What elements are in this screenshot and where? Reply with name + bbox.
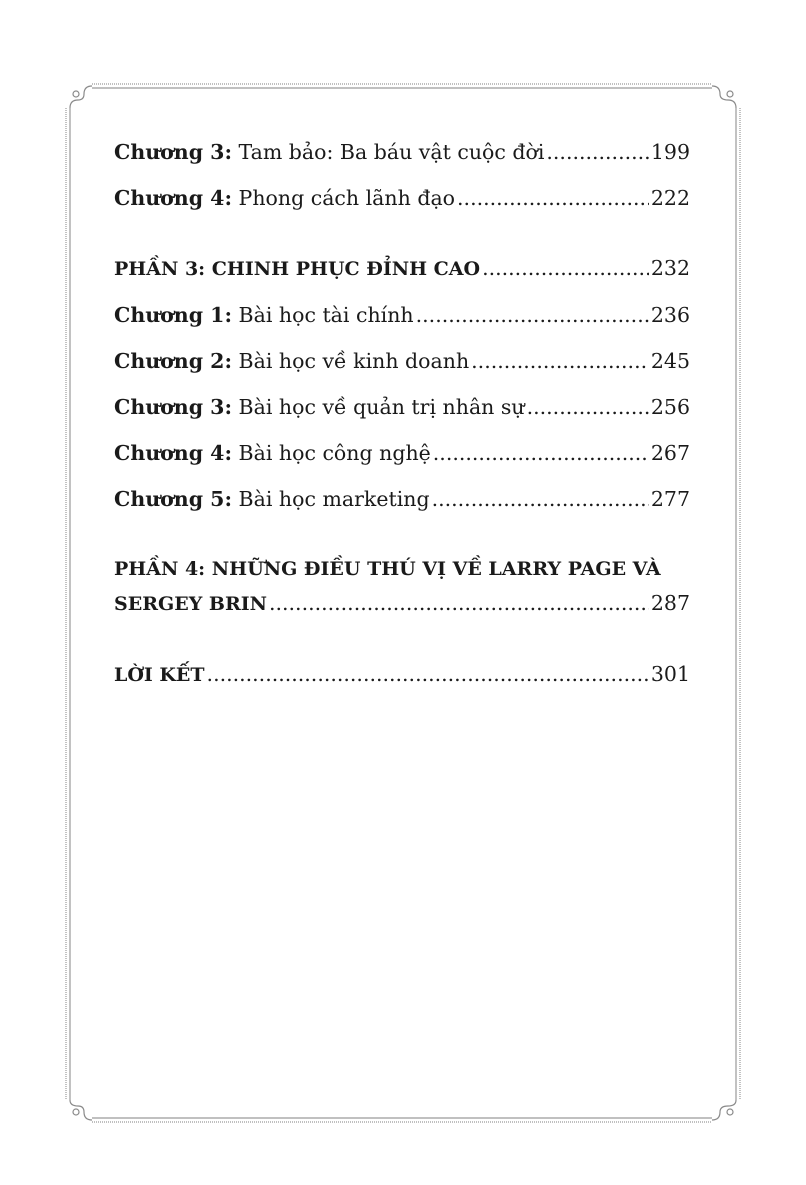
toc-entry-page-number: 232 — [650, 256, 690, 280]
toc-entry-chapter-4-cong-nghe[interactable] — [114, 439, 690, 467]
toc-entry-title: Bài học marketing — [238, 487, 430, 511]
toc-entry-page-number: 222 — [650, 186, 690, 210]
toc-entry-loi-ket[interactable] — [114, 660, 690, 689]
leader-dots — [433, 439, 649, 467]
toc-entry-page-number: 267 — [650, 441, 690, 465]
toc-entry-title: Bài học tài chính — [238, 303, 414, 327]
toc-entry-part-3[interactable] — [114, 254, 690, 283]
leader-dots — [207, 660, 649, 688]
toc-entry-page-number: 236 — [650, 303, 690, 327]
toc-entry-prefix: PHẦN 4: NHỮNG ĐIỀU THÚ VỊ VỀ LARRY PAGE VÀ — [114, 558, 661, 580]
leader-dots — [457, 184, 649, 212]
leader-dots — [269, 589, 649, 617]
toc-entry-title: Phong cách lãnh đạo — [238, 186, 456, 210]
toc-entry-prefix: PHẦN 3: CHINH PHỤC ĐỈNH CAO — [114, 258, 481, 280]
toc-entry-page-number: 199 — [650, 140, 690, 164]
leader-dots — [471, 347, 649, 375]
toc-entry-prefix: Chương 4: — [114, 441, 233, 465]
toc-entry-title: Bài học về kinh doanh — [238, 349, 470, 373]
toc-entry-prefix: SERGEY BRIN — [114, 593, 267, 615]
toc-entry-prefix: Chương 3: — [114, 140, 233, 164]
toc-entry-chapter-2-kinh-doanh[interactable] — [114, 347, 690, 375]
toc-entry-title: Bài học về quản trị nhân sự — [238, 395, 525, 419]
toc-entry-title: Tam bảo: Ba báu vật cuộc đời — [238, 140, 545, 164]
toc-entry-prefix: Chương 4: — [114, 186, 233, 210]
toc-entry-chapter-5-marketing[interactable] — [114, 485, 690, 513]
leader-dots — [416, 301, 649, 329]
toc-entry-page-number: 301 — [650, 662, 690, 686]
toc-entry-page-number: 287 — [650, 591, 690, 615]
toc-entry-prefix: Chương 2: — [114, 349, 233, 373]
leader-dots — [527, 393, 649, 421]
toc-entry-page-number: 256 — [650, 395, 690, 419]
toc-entry-prefix: LỜI KẾT — [114, 664, 205, 686]
toc-entry-page-number: 245 — [650, 349, 690, 373]
toc-entry-prefix: Chương 5: — [114, 487, 233, 511]
toc-entry-part-4-line-1[interactable] — [114, 555, 690, 583]
leader-dots — [482, 254, 649, 282]
leader-dots — [546, 138, 648, 166]
toc-entry-page-number: 277 — [650, 487, 690, 511]
toc-entry-prefix: Chương 3: — [114, 395, 233, 419]
leader-dots — [432, 485, 649, 513]
toc-entry-chapter-3-tam-bao[interactable] — [114, 138, 690, 166]
toc-entry-title: Bài học công nghệ — [238, 441, 431, 465]
toc-entry-part-4-line-2[interactable] — [114, 589, 690, 618]
toc-entry-prefix: Chương 1: — [114, 303, 233, 327]
toc-entry-chapter-3-nhan-su[interactable] — [114, 393, 690, 421]
table-of-contents — [114, 138, 690, 689]
toc-entry-chapter-1-tai-chinh[interactable] — [114, 301, 690, 329]
toc-entry-chapter-4-phong-cach[interactable] — [114, 184, 690, 212]
